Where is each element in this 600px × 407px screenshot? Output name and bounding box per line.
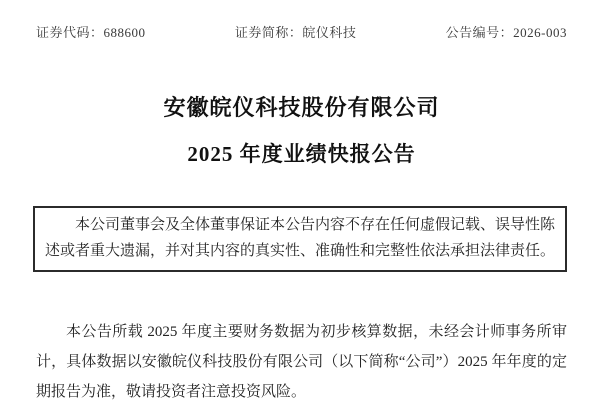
body-paragraph: 本公告所载 2025 年度主要财务数据为初步核算数据，未经会计师事务所审计，具体数据以安徽皖仪科技股份有限公司（以下简称“公司”）2025 年年度的定期报告为准，敬请投资者注意投资风险。	[36, 324, 567, 400]
company-name-title: 安徽皖仪科技股份有限公司	[163, 95, 440, 120]
stock-abbreviation: 证券简称：皖仪科技	[234, 25, 357, 40]
board-declaration-text: 本公司董事会及全体董事保证本公告内容不存在任何虚假记载、误导性陈述或者重大遗漏，并对其内容的真实性、准确性和完整性依法承担法律责任。	[45, 217, 556, 259]
document-header	[36, 22, 567, 41]
announcement-number: 公告编号：2026-003	[445, 25, 567, 40]
stock-code: 证券代码：688600	[36, 25, 146, 40]
board-declaration-box	[33, 206, 567, 272]
announcement-title: 2025 年度业绩快报公告	[187, 142, 416, 166]
